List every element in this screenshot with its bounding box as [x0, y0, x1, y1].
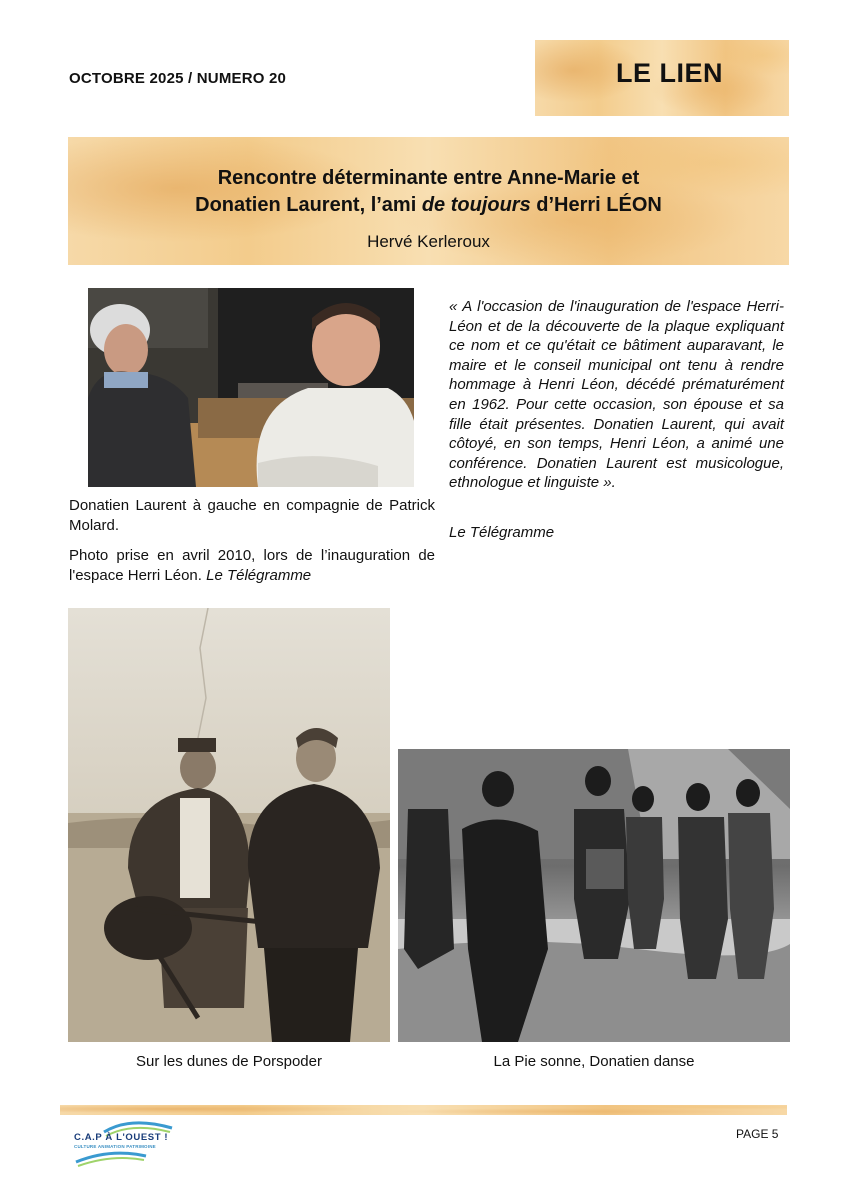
article-title-line2 [68, 194, 789, 217]
issue-date: OCTOBRE 2025 / NUMERO 20 [69, 70, 287, 87]
page-number: PAGE 5 [736, 1127, 779, 1141]
article-author: Hervé Kerleroux [367, 232, 490, 251]
caption-paragraph [69, 546, 435, 586]
article-banner [68, 137, 789, 265]
quote-source: Le Télégramme [449, 524, 555, 541]
logo-name: C.A.P À L'OUEST ! [74, 1132, 169, 1143]
header-banner [535, 40, 789, 116]
caption-text: Photo prise en avril 2010, lors de l’inauguration de l'espace Herri Léon. [69, 547, 435, 584]
photo-dunes-porspoder [68, 608, 390, 1042]
logo-tagline: CULTURE ANIMATION PATRIMOINE [74, 1144, 156, 1149]
caption-source: Le Télégramme [206, 567, 312, 584]
newsletter-title: LE LIEN [615, 58, 723, 88]
title-text-end: d’Herri LÉON [530, 194, 662, 216]
caption-paragraph: Donatien Laurent à gauche en compagnie de Patrick Molard. [69, 497, 435, 534]
photo1-caption [69, 496, 435, 596]
footer-divider [60, 1105, 787, 1115]
title-text: Donatien Laurent, l’ami [195, 194, 422, 216]
photo-illustration [398, 749, 790, 1042]
photo2-caption: Sur les dunes de Porspoder [136, 1053, 322, 1070]
photo-la-pie-donatien-danse [398, 749, 790, 1042]
quote-paragraph: « A l'occasion de l'inauguration de l'espace Herri-Léon et de la découverte de la plaque expliquant ce nom et ce qu'était ce bâtiment auparavant, le maire et le conseil municipal ont tenu à rendre hommage à Henri Léon, décédé prématurément en 1962. Pour cette occasion, son épouse et sa fille était présentes. Donatien Laurent, qui avait côtoyé, en son temps, Henri Léon, a animé une conférence. Donatien Laurent est musicologue, ethnologue et linguiste ». [449, 298, 784, 492]
title-emphasis: de toujours [421, 194, 531, 216]
photo-illustration [88, 288, 414, 487]
photo-illustration [68, 608, 390, 1042]
article-title-line1: Rencontre déterminante entre Anne-Marie et [217, 167, 640, 189]
photo-donatien-and-patrick [88, 288, 414, 487]
photo3-caption: La Pie sonne, Donatien danse [493, 1053, 695, 1070]
cap-a-louest-logo [70, 1118, 180, 1170]
